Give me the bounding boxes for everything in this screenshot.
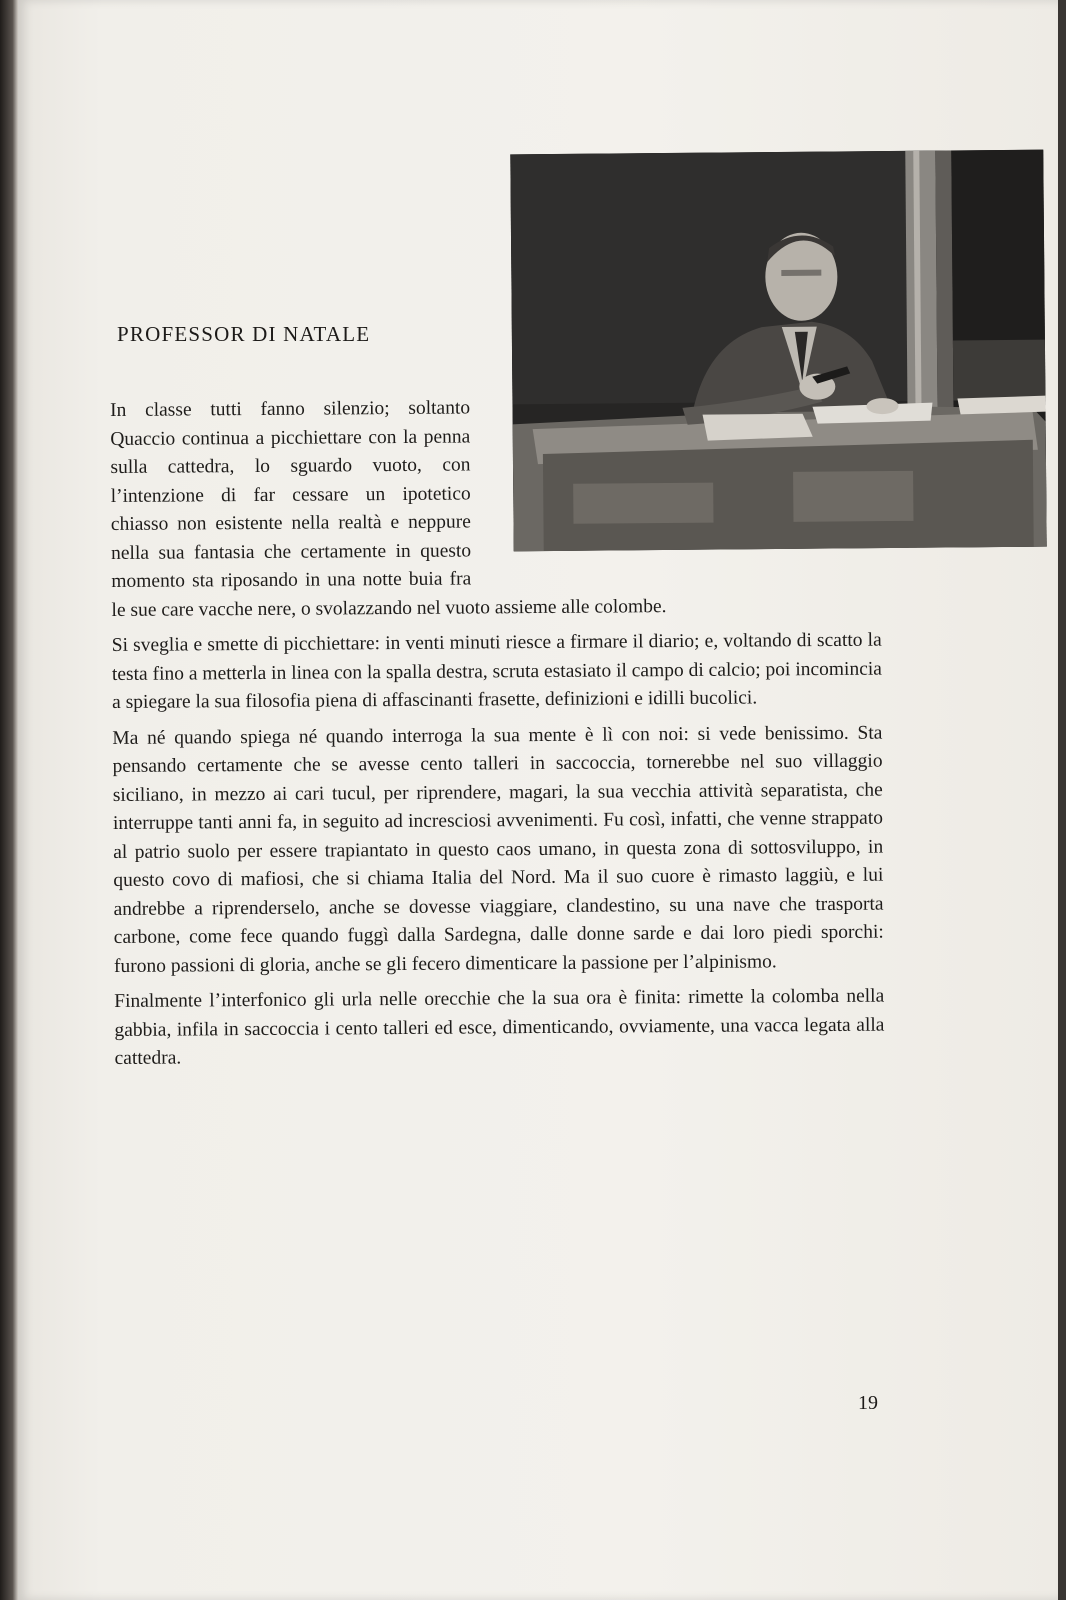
page-title: PROFESSOR DI NATALE: [117, 322, 371, 346]
paragraph-2: Si sveglia e smette di picchiettare: in venti minuti riesce a firmare il diario; e, voltando di scatto la testa fino a metterla in linea con la spalla destra, scruta estasiato il campo di calcio; poi incomincia a spiegare la sua filosofia piena di affascinanti frasette, definizioni e idilli bucolici.: [111, 629, 882, 713]
paragraph-1: In classe tutti fanno silenzio; soltanto Quaccio continua a picchiettare con la penna sulla cattedra, lo sguardo vuoto, con l’intenzione di far cessare un ipotetico chiasso non esistente nella realtà e neppure nella sua fantasia che certamente in questo momento sta riposando in una notte buia fra le sue care vacche nere, o svolazzando nel vuoto assieme alle colombe.: [110, 397, 667, 621]
article-body: [110, 392, 885, 1081]
paragraph-4: Finalmente l’interfonico gli urla nelle orecchie che la sua ora è finita: rimette la colomba nella gabbia, infila in saccoccia i cento talleri ed esce, dimenticando, ovviamente, una vacca legata alla cattedra.: [114, 985, 885, 1069]
page-number: 19: [858, 1392, 878, 1414]
paragraph-3: Ma né quando spiega né quando interroga la sua mente è lì con noi: si vede benissimo. Sta pensando certamente che se avesse cento talleri in saccoccia, tornerebbe nel suo villaggio siciliano, in mezzo ai cari tucul, per riprendere, magari, la sua vecchia attività separatista, che interruppe tanti anni fa, in seguito ad incresciosi avvenimenti. Fu così, infatti, che venne strappato al patrio suolo per essere trapiantato in questo caos umano, in questa zona di sottosviluppo, in questo covo di mafiosi, che si chiama Italia del Nord. Ma il suo cuore è rimasto laggiù, e lui andrebbe a riprenderselo, anche se dovesse viaggiare, clandestino, su una nave che trasporta carbone, come fece quando fuggì dalla Sardegna, dalle donne sarde e dai loro piedi sporchi: furono passioni di gloria, anche se gli fecero dimenticare la passione per l’alpinismo.: [112, 722, 884, 977]
book-gutter: [0, 0, 18, 1600]
photo-wrap-spacer: [470, 392, 881, 591]
